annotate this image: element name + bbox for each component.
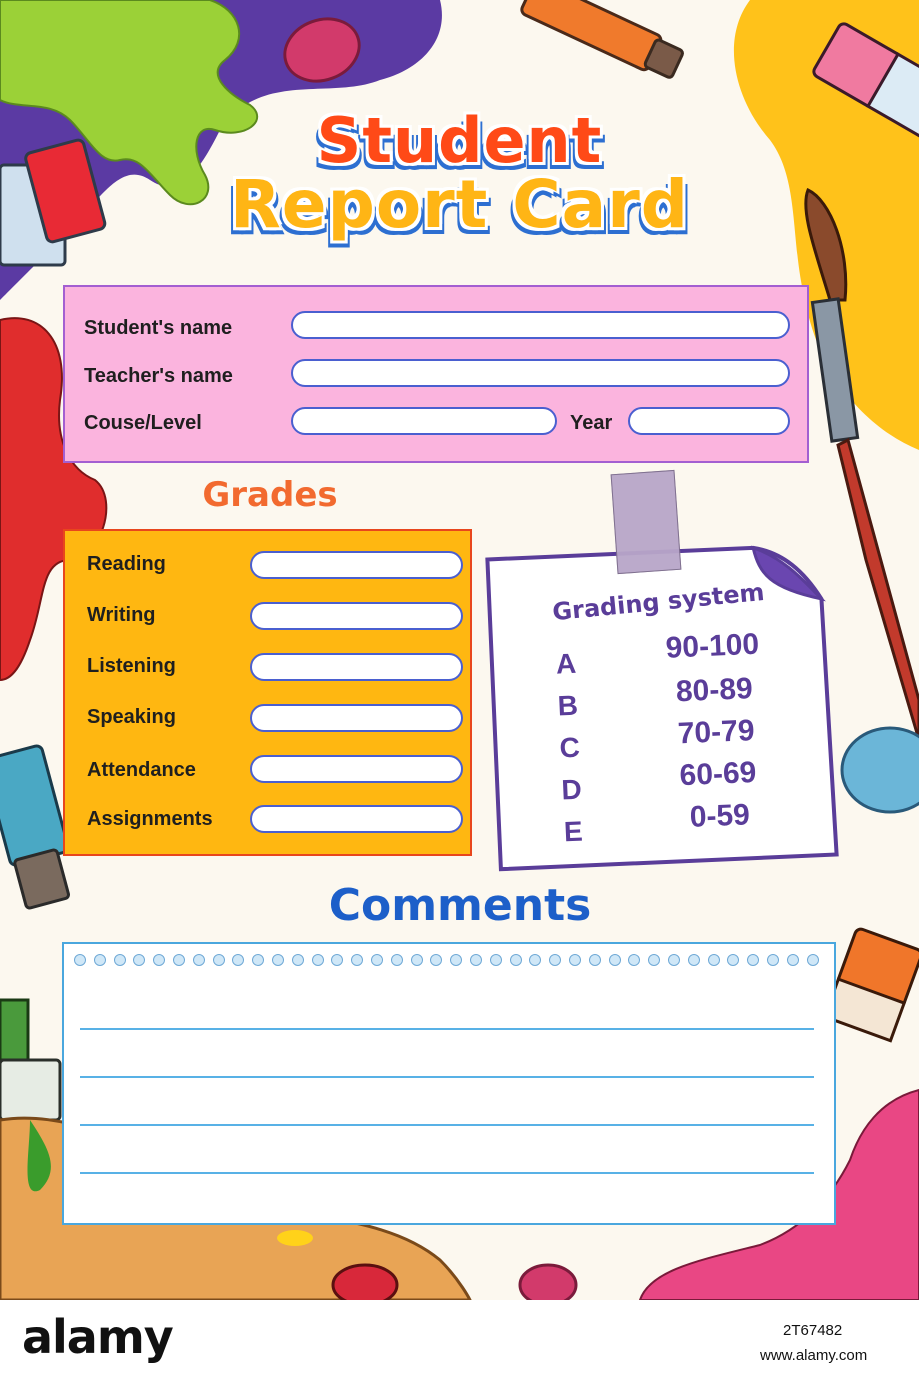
notepad-ring — [668, 954, 680, 966]
notepad-ring — [411, 954, 423, 966]
comments-heading: Comments — [328, 880, 592, 931]
notepad-ring — [232, 954, 244, 966]
notepad-ring — [688, 954, 700, 966]
grade-label-attendance: Attendance — [87, 759, 196, 781]
notepad-ring — [193, 954, 205, 966]
cyan-blob — [842, 728, 919, 812]
grade-letter-b: B — [557, 689, 579, 722]
notepad-ring — [807, 954, 819, 966]
grading-system-note — [490, 548, 834, 866]
grade-range-c: 70-79 — [677, 714, 756, 751]
notepad-ring — [312, 954, 324, 966]
comment-line — [80, 1028, 814, 1030]
grade-range-b: 80-89 — [675, 672, 754, 709]
notepad-ring — [490, 954, 502, 966]
course-level-label: Couse/Level — [84, 412, 202, 434]
grade-label-speaking: Speaking — [87, 706, 176, 728]
notepad-ring — [589, 954, 601, 966]
notepad-ring — [708, 954, 720, 966]
notepad-ring — [529, 954, 541, 966]
image-id: 2T67482 — [783, 1322, 843, 1339]
pink-blob-bottom — [520, 1265, 576, 1300]
notepad-ring — [133, 954, 145, 966]
notepad-ring — [114, 954, 126, 966]
grade-field-reading[interactable] — [250, 551, 463, 579]
notepad-ring — [549, 954, 561, 966]
grading-system-title: Grading system — [551, 577, 766, 627]
notepad-ring — [510, 954, 522, 966]
grade-letter-d: D — [560, 773, 583, 806]
notepad-ring — [569, 954, 581, 966]
course-level-field[interactable] — [291, 407, 557, 435]
notepad-ring — [331, 954, 343, 966]
grade-field-listening[interactable] — [250, 653, 463, 681]
paint-tube-left-green — [0, 1000, 60, 1120]
grade-label-listening: Listening — [87, 655, 176, 677]
student-name-field[interactable] — [291, 311, 790, 339]
notepad-ring — [213, 954, 225, 966]
grade-letter-e: E — [563, 815, 584, 848]
yellow-paint-dot — [277, 1230, 313, 1246]
notepad-ring — [747, 954, 759, 966]
student-name-label: Student's name — [84, 317, 233, 339]
year-label: Year — [570, 412, 613, 434]
site-url: www.alamy.com — [760, 1347, 868, 1364]
paint-tube-right-orange — [825, 927, 919, 1040]
grades-panel — [63, 529, 472, 856]
notepad-ring — [450, 954, 462, 966]
red-paint-dot — [333, 1265, 397, 1300]
notepad-ring — [74, 954, 86, 966]
grade-label-reading: Reading — [87, 553, 166, 575]
grade-letter-c: C — [558, 731, 581, 764]
grade-field-speaking[interactable] — [250, 704, 463, 732]
notepad-ring — [371, 954, 383, 966]
notepad-ring — [391, 954, 403, 966]
notepad-ring — [173, 954, 185, 966]
tape-strip — [611, 470, 682, 574]
teacher-name-field[interactable] — [291, 359, 790, 387]
comment-line — [80, 1076, 814, 1078]
notepad-ring — [252, 954, 264, 966]
alamy-logo: alamy — [22, 1310, 173, 1364]
teacher-name-label: Teacher's name — [84, 365, 233, 387]
grades-heading: Grades — [202, 475, 338, 515]
notepad-ring — [787, 954, 799, 966]
grading-note-paper — [483, 541, 841, 874]
grade-label-assignments: Assignments — [87, 808, 213, 830]
grade-range-e: 0-59 — [689, 798, 751, 834]
paint-tube-top — [520, 0, 686, 82]
comment-line — [80, 1172, 814, 1174]
title-line-2: Report Card — [229, 166, 689, 243]
grade-range-a: 90-100 — [665, 627, 760, 665]
grade-field-assignments[interactable] — [250, 805, 463, 833]
notepad-ring — [648, 954, 660, 966]
notepad-ring — [94, 954, 106, 966]
notepad-ring — [628, 954, 640, 966]
grade-field-attendance[interactable] — [250, 755, 463, 783]
notepad-ring — [351, 954, 363, 966]
notepad-ring — [153, 954, 165, 966]
year-field[interactable] — [628, 407, 790, 435]
comments-notepad[interactable] — [62, 942, 836, 1225]
notepad-ring — [767, 954, 779, 966]
notepad-ring — [272, 954, 284, 966]
notepad-ring — [470, 954, 482, 966]
grade-range-d: 60-69 — [678, 755, 758, 793]
comment-line — [80, 1124, 814, 1126]
notepad-ring — [727, 954, 739, 966]
student-info-panel — [63, 285, 809, 463]
grade-letter-a: A — [555, 647, 577, 680]
notepad-ring — [430, 954, 442, 966]
grade-field-writing[interactable] — [250, 602, 463, 630]
notepad-ring — [292, 954, 304, 966]
notepad-ring — [609, 954, 621, 966]
title-line-1: Student — [316, 104, 603, 177]
grade-label-writing: Writing — [87, 604, 156, 626]
